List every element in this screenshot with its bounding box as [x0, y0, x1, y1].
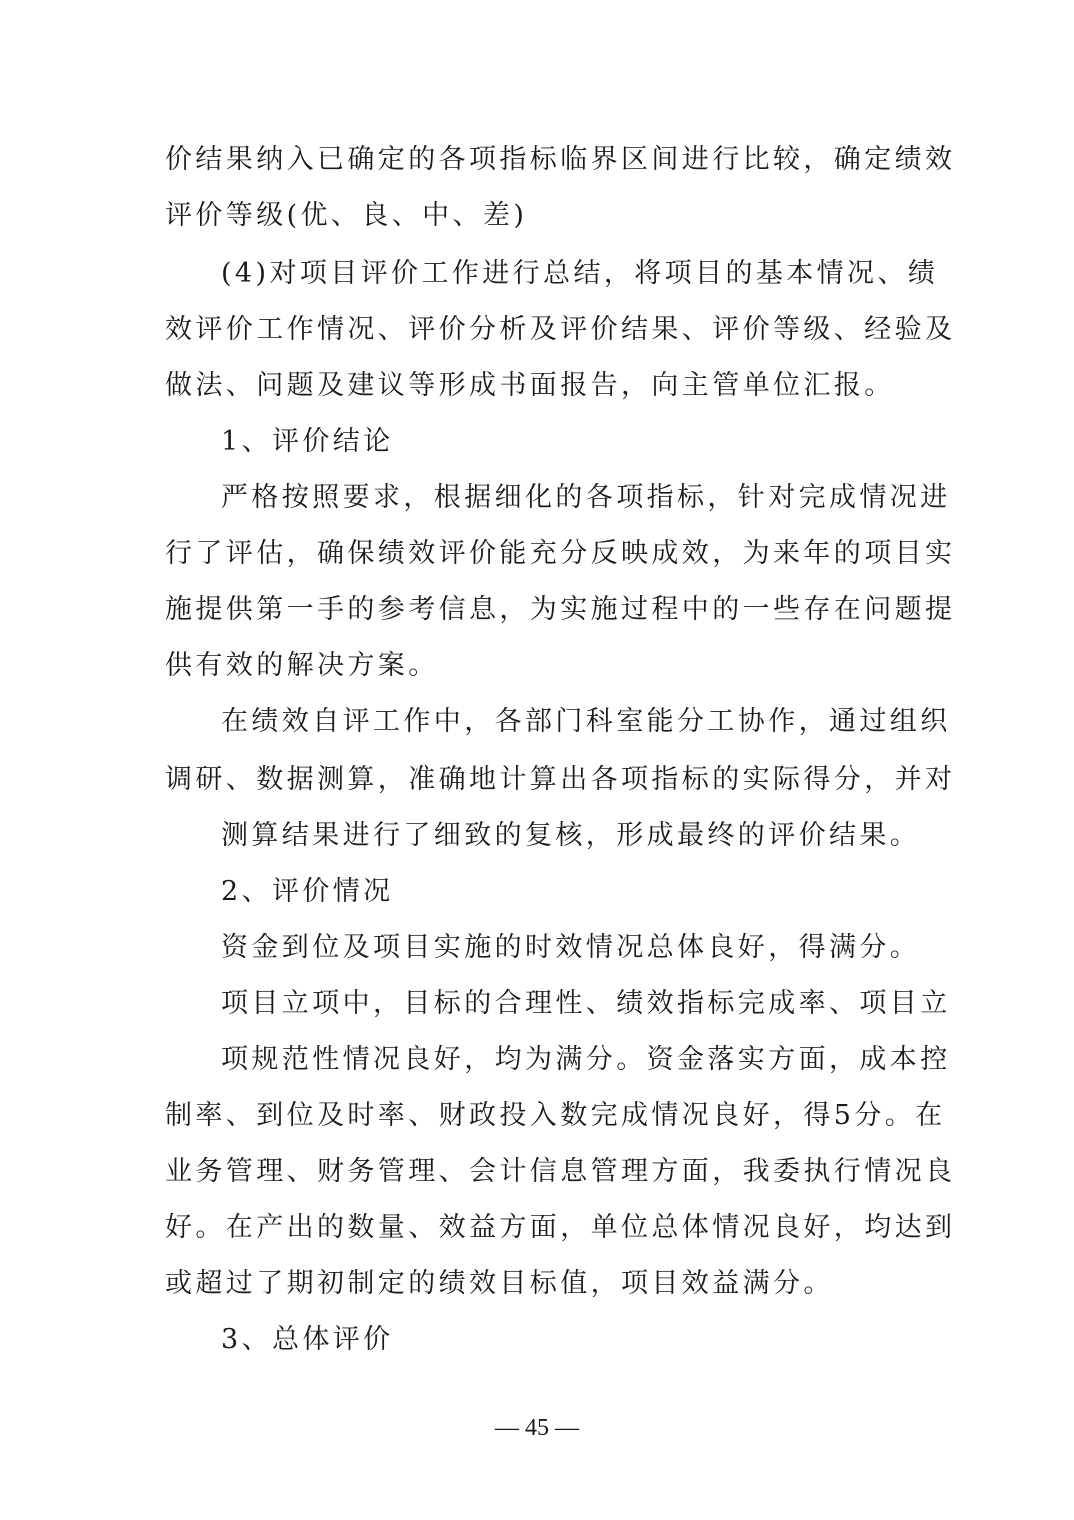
body-text-line: 施提供第一手的参考信息，为实施过程中的一些存在问题提 [165, 594, 956, 625]
body-text-line: 行了评估，确保绩效评价能充分反映成效，为来年的项目实 [165, 538, 956, 569]
body-text-line: 做法、问题及建议等形成书面报告，向主管单位汇报。 [165, 370, 895, 401]
section-heading: 1、评价结论 [221, 426, 394, 457]
body-text-line: 供有效的解决方案。 [165, 650, 439, 681]
section-heading: 2、评价情况 [221, 876, 394, 907]
body-text-line: (4)对项目评价工作进行总结，将项目的基本情况、绩 [221, 258, 939, 289]
section-heading: 3、总体评价 [221, 1324, 394, 1355]
body-text-line: 项规范性情况良好，均为满分。资金落实方面，成本控 [221, 1044, 951, 1075]
page-number: — 45 — [495, 1415, 579, 1441]
body-text-line: 资金到位及项目实施的时效情况总体良好，得满分。 [221, 932, 921, 963]
body-text-line: 在绩效自评工作中，各部门科室能分工协作，通过组织 [221, 706, 951, 737]
body-text-line: 项目立项中，目标的合理性、绩效指标完成率、项目立 [221, 988, 951, 1019]
body-text-line: 严格按照要求，根据细化的各项指标，针对完成情况进 [221, 482, 951, 513]
body-text-line: 价结果纳入已确定的各项指标临界区间进行比较，确定绩效 [165, 144, 956, 175]
body-text-line: 测算结果进行了细致的复核，形成最终的评价结果。 [221, 820, 921, 851]
body-text-line: 评价等级(优、良、中、差) [165, 200, 528, 231]
body-text-line: 业务管理、财务管理、会计信息管理方面，我委执行情况良 [165, 1156, 956, 1187]
body-text-line: 调研、数据测算，准确地计算出各项指标的实际得分，并对 [165, 764, 956, 795]
body-text-line: 效评价工作情况、评价分析及评价结果、评价等级、经验及 [165, 314, 956, 345]
body-text-line: 好。在产出的数量、效益方面，单位总体情况良好，均达到 [165, 1212, 956, 1243]
body-text-line: 或超过了期初制定的绩效目标值，项目效益满分。 [165, 1268, 834, 1299]
body-text-line: 制率、到位及时率、财政投入数完成情况良好，得5分。在 [165, 1100, 946, 1131]
